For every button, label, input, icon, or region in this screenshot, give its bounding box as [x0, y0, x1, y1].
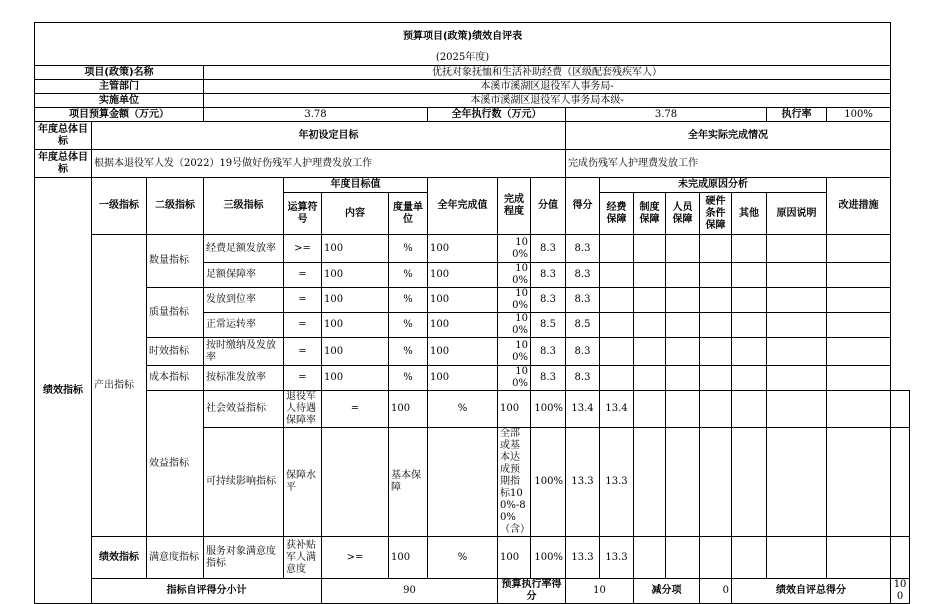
empty-cell	[767, 288, 827, 313]
indicator-content: 100	[322, 338, 389, 366]
empty-cell	[666, 313, 700, 338]
empty-cell	[634, 235, 666, 263]
empty-cell	[732, 288, 767, 313]
indicator-weight: 8.3	[531, 235, 566, 263]
indicator-weight: 8.5	[531, 313, 566, 338]
content-header: 内容	[322, 193, 389, 235]
indicator-content: 100	[322, 263, 389, 288]
empty-cell	[666, 366, 700, 391]
department-value: 本溪市溪湖区退役军人事务局-	[204, 80, 891, 94]
total-score-value: 100	[891, 579, 910, 604]
indicator-unit: %	[389, 366, 428, 391]
empty-cell	[732, 537, 767, 579]
indicator-op: =	[284, 313, 322, 338]
indicator-op: =	[284, 288, 322, 313]
indicator-rate: 100%	[531, 537, 566, 579]
hardware-header: 硬件条件保障	[700, 193, 732, 235]
indicator-score: 8.3	[566, 235, 600, 263]
group-social: 社会效益指标	[204, 391, 284, 428]
budget-amount-label: 项目预算金额（万元）	[35, 108, 204, 122]
group-quantity: 数量指标	[147, 235, 204, 288]
executed-value: 3.78	[566, 108, 767, 122]
empty-cell	[732, 391, 767, 428]
empty-cell	[634, 537, 666, 579]
indicator-content: 100	[322, 235, 389, 263]
empty-cell	[700, 391, 732, 428]
group-timeliness: 时效指标	[147, 338, 204, 366]
indicator-unit: %	[428, 391, 498, 428]
empty-cell	[767, 263, 827, 288]
empty-cell	[827, 235, 891, 263]
unit-label: 实施单位	[35, 94, 204, 108]
indicator-score: 13.4	[600, 391, 634, 428]
indicator-content: 100	[322, 288, 389, 313]
group-output: 产出指标	[92, 235, 147, 537]
department-label: 主管部门	[35, 80, 204, 94]
empty-cell	[827, 288, 891, 313]
empty-cell	[891, 391, 910, 428]
indicator-content: 100	[322, 366, 389, 391]
reason-header: 原因说明	[767, 193, 827, 235]
indicator-weight: 8.3	[531, 288, 566, 313]
indicator-op: =	[284, 338, 322, 366]
empty-cell	[891, 428, 910, 537]
indicator-op	[322, 428, 389, 537]
indicator-weight: 13.4	[566, 391, 600, 428]
indicator-value: 100	[428, 338, 498, 366]
indicator-name: 退役军人待遇保障率	[284, 391, 322, 428]
indicator-rate: 100%	[531, 391, 566, 428]
indicator-name: 保障水平	[284, 428, 322, 537]
indicator-name: 经费足额发放率	[204, 235, 284, 263]
perf-indicator-label-2: 绩效指标	[92, 537, 147, 579]
empty-cell	[732, 313, 767, 338]
full-year-value-header: 全年完成值	[428, 178, 498, 235]
budget-exec-score-value: 10	[566, 579, 634, 604]
empty-cell	[634, 313, 666, 338]
indicator-content: 100	[389, 391, 428, 428]
budget-amount-value: 3.78	[204, 108, 428, 122]
deduction-value: 0	[700, 579, 732, 604]
indicator-unit: %	[389, 263, 428, 288]
empty-cell	[666, 391, 700, 428]
indicator-score: 13.3	[600, 537, 634, 579]
indicator-op: >=	[284, 235, 322, 263]
indicator-op: >=	[322, 537, 389, 579]
empty-cell	[700, 428, 732, 537]
empty-cell	[767, 537, 827, 579]
self-subtotal-value: 90	[322, 579, 498, 604]
empty-cell	[732, 428, 767, 537]
empty-cell	[634, 391, 666, 428]
group-cost: 成本指标	[147, 366, 204, 391]
improve-header: 改进措施	[827, 178, 891, 235]
indicator-name: 足额保障率	[204, 263, 284, 288]
empty-cell	[666, 235, 700, 263]
indicator-unit: %	[389, 288, 428, 313]
indicator-op: =	[284, 366, 322, 391]
empty-cell	[827, 428, 891, 537]
deduction-label: 减分项	[634, 579, 700, 604]
page-title: 预算项目(政策)绩效自评表	[35, 23, 891, 51]
indicator-op: =	[284, 263, 322, 288]
annual-target-header: 年度目标值	[284, 178, 428, 193]
indicator-value: 100	[428, 235, 498, 263]
empty-cell	[700, 288, 732, 313]
total-score-label: 绩效自评总得分	[732, 579, 891, 604]
group-benefit: 效益指标	[147, 391, 204, 537]
indicator-content: 100	[322, 313, 389, 338]
unfinished-header: 未完成原因分析	[600, 178, 827, 193]
indicator-score: 13.3	[600, 428, 634, 537]
empty-cell	[634, 366, 666, 391]
indicator-op: =	[322, 391, 389, 428]
empty-cell	[600, 263, 634, 288]
unit-value: 本溪市溪湖区退役军人事务局本级-	[204, 94, 891, 108]
empty-cell	[634, 338, 666, 366]
indicator-unit: %	[389, 313, 428, 338]
level1-header: 一级指标	[92, 178, 147, 235]
empty-cell	[666, 338, 700, 366]
indicator-value: 100	[428, 366, 498, 391]
indicator-rate: 100%	[531, 428, 566, 537]
indicator-score: 8.3	[566, 288, 600, 313]
indicator-rate: 100%	[498, 288, 531, 313]
empty-cell	[700, 313, 732, 338]
empty-cell	[732, 338, 767, 366]
empty-cell	[666, 263, 700, 288]
group-service: 服务对象满意度指标	[204, 537, 284, 579]
empty-cell	[600, 235, 634, 263]
empty-cell	[767, 313, 827, 338]
indicator-content: 基本保障	[389, 428, 428, 537]
empty-cell	[700, 235, 732, 263]
indicator-unit: %	[389, 235, 428, 263]
level3-header: 三级指标	[204, 178, 284, 235]
empty-cell	[600, 366, 634, 391]
empty-cell	[700, 537, 732, 579]
empty-cell	[600, 313, 634, 338]
report-year: (2025年度)	[35, 51, 891, 66]
annual-goal-label-2: 年度总体目标	[35, 150, 92, 178]
initial-goal-text: 根据本退役军人发（2022）19号做好伤残军人护理费发放工作	[92, 150, 566, 178]
executed-label: 全年执行数（万元）	[428, 108, 566, 122]
performance-self-evaluation-table	[34, 22, 910, 604]
indicator-name: 发放到位率	[204, 288, 284, 313]
project-name-label: 项目(政策)名称	[35, 66, 204, 80]
empty-cell	[700, 366, 732, 391]
staff-header: 人员保障	[666, 193, 700, 235]
indicator-unit: %	[428, 537, 498, 579]
level2-header: 二级指标	[147, 178, 204, 235]
empty-cell	[767, 338, 827, 366]
indicator-rate: 100%	[498, 235, 531, 263]
indicator-unit	[428, 428, 498, 537]
indicator-weight: 8.3	[531, 366, 566, 391]
empty-cell	[767, 235, 827, 263]
indicator-name: 获补贴军人满意度	[284, 537, 322, 579]
indicator-name: 按时缴纳及发放率	[204, 338, 284, 366]
budget-exec-score-label: 预算执行率得分	[498, 579, 566, 604]
empty-cell	[767, 428, 827, 537]
score-header: 得分	[566, 178, 600, 235]
operator-header: 运算符号	[284, 193, 322, 235]
empty-cell	[634, 428, 666, 537]
completion-header: 完成程度	[498, 178, 531, 235]
empty-cell	[634, 263, 666, 288]
funding-header: 经费保障	[600, 193, 634, 235]
empty-cell	[827, 366, 891, 391]
indicator-rate: 100%	[498, 338, 531, 366]
empty-cell	[634, 288, 666, 313]
empty-cell	[600, 288, 634, 313]
system-header: 制度保障	[634, 193, 666, 235]
empty-cell	[732, 235, 767, 263]
annual-goal-label: 年度总体目标	[35, 122, 92, 150]
perf-indicator-label: 绩效指标	[35, 178, 92, 604]
indicator-rate: 100%	[498, 366, 531, 391]
indicator-weight: 13.3	[566, 428, 600, 537]
empty-cell	[732, 263, 767, 288]
unit-measure-header: 度量单位	[389, 193, 428, 235]
indicator-score: 8.5	[566, 313, 600, 338]
indicator-name: 正常运转率	[204, 313, 284, 338]
group-quality: 质量指标	[147, 288, 204, 338]
indicator-score: 8.3	[566, 263, 600, 288]
empty-cell	[700, 338, 732, 366]
score-value-header: 分值	[531, 178, 566, 235]
empty-cell	[827, 263, 891, 288]
empty-cell	[827, 391, 891, 428]
indicator-weight: 8.3	[531, 338, 566, 366]
empty-cell	[891, 537, 910, 579]
indicator-value: 100	[498, 537, 531, 579]
indicator-value: 100	[428, 313, 498, 338]
indicator-weight: 13.3	[566, 537, 600, 579]
indicator-score: 8.3	[566, 366, 600, 391]
empty-cell	[666, 288, 700, 313]
actual-done-header: 全年实际完成情况	[566, 122, 891, 150]
empty-cell	[666, 428, 700, 537]
exec-rate-value: 100%	[827, 108, 891, 122]
indicator-unit: %	[389, 338, 428, 366]
exec-rate-label: 执行率	[767, 108, 827, 122]
other-header: 其他	[732, 193, 767, 235]
indicator-weight: 8.3	[531, 263, 566, 288]
indicator-name: 按标准发放率	[204, 366, 284, 391]
indicator-value: 100	[498, 391, 531, 428]
empty-cell	[827, 537, 891, 579]
actual-goal-text: 完成伤残军人护理费发放工作	[566, 150, 891, 178]
self-subtotal-label: 指标自评得分小计	[92, 579, 322, 604]
indicator-rate: 100%	[498, 263, 531, 288]
initial-goal-header: 年初设定目标	[92, 122, 566, 150]
indicator-content: 100	[389, 537, 428, 579]
empty-cell	[767, 366, 827, 391]
indicator-rate: 100%	[498, 313, 531, 338]
empty-cell	[827, 313, 891, 338]
empty-cell	[700, 263, 732, 288]
empty-cell	[827, 338, 891, 366]
project-name-value: 优抚对象抚恤和生活补助经费（区级配套残疾军人）	[204, 66, 891, 80]
indicator-score: 8.3	[566, 338, 600, 366]
empty-cell	[666, 537, 700, 579]
empty-cell	[732, 366, 767, 391]
indicator-value: 100	[428, 288, 498, 313]
indicator-value: 100	[428, 263, 498, 288]
group-sustain: 可持续影响指标	[204, 428, 284, 537]
group-satisfaction: 满意度指标	[147, 537, 204, 579]
indicator-value: 全部或基本达成预期指标100%-80%（含）	[498, 428, 531, 537]
empty-cell	[767, 391, 827, 428]
empty-cell	[600, 338, 634, 366]
